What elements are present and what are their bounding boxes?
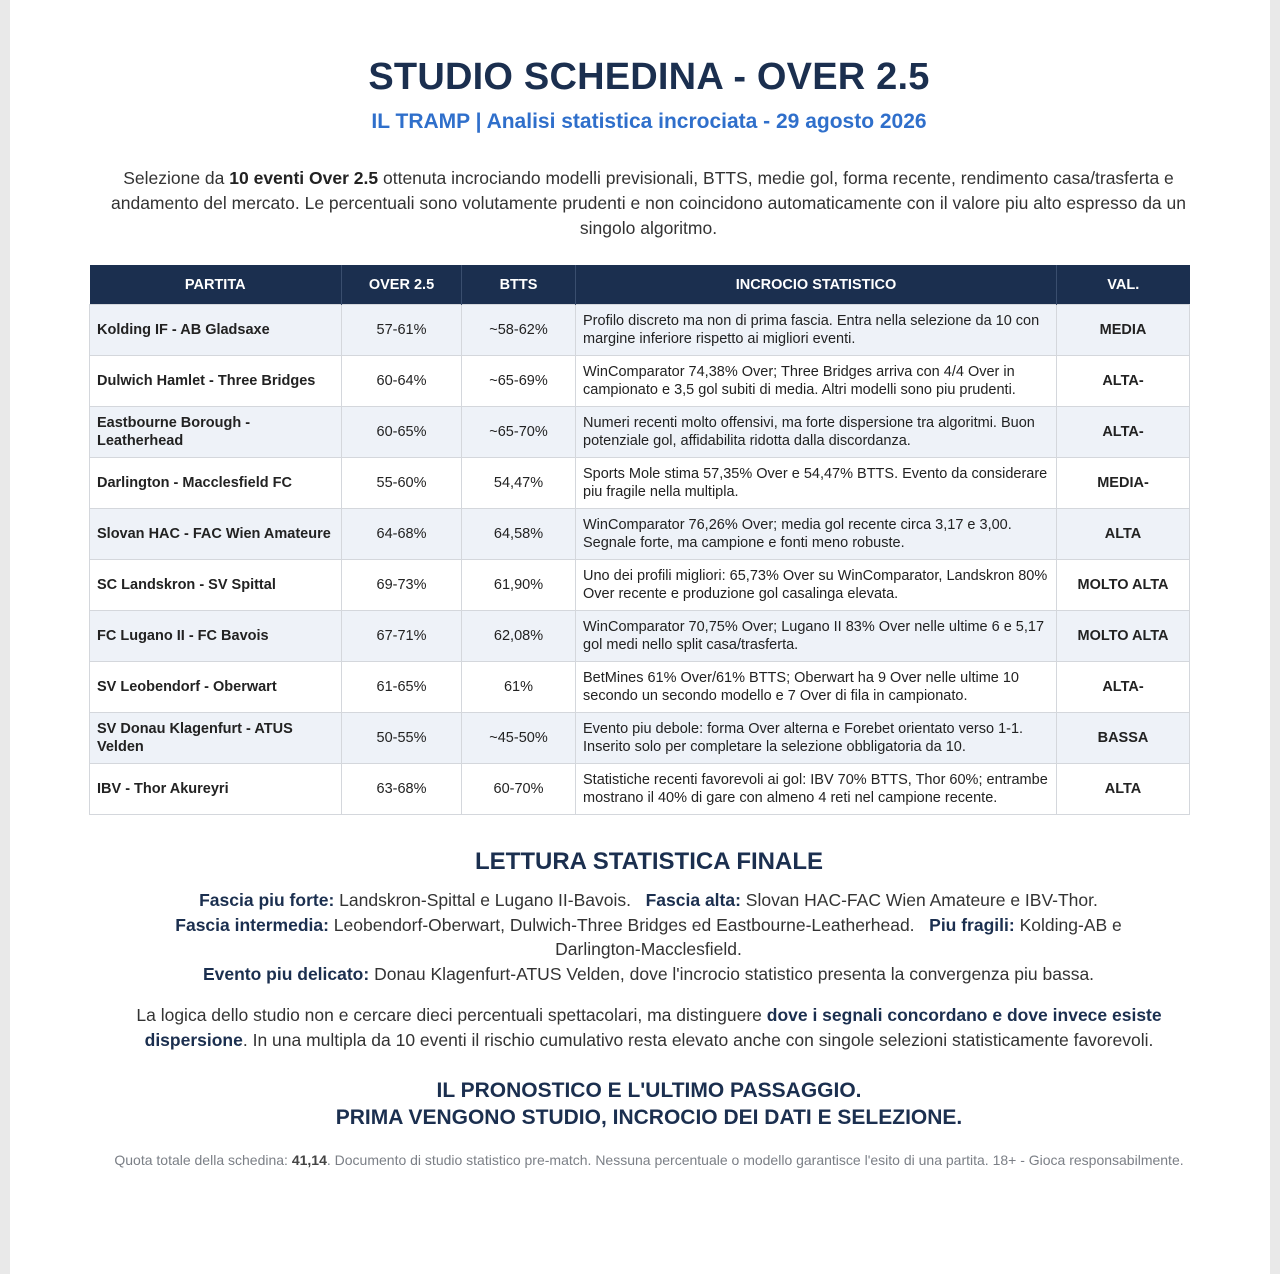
cell-val: MOLTO ALTA	[1057, 560, 1190, 611]
cell-btts: 62,08%	[462, 611, 576, 662]
cell-desc: Statistiche recenti favorevoli ai gol: IBV 70% BTTS, Thor 60%; entrambe mostrano il 40% di gare con almeno 4 reti nel campione recente.	[576, 764, 1057, 815]
matches-table	[89, 265, 1190, 815]
cell-match: IBV - Thor Akureyri	[90, 764, 342, 815]
cell-desc: Evento piu debole: forma Over alterna e Forebet orientato verso 1-1. Inserito solo per completare la selezione obbligatoria da 10.	[576, 713, 1057, 764]
cell-val: MEDIA	[1057, 305, 1190, 356]
cell-match: Darlington - Macclesfield FC	[90, 458, 342, 509]
header-partita: PARTITA	[90, 265, 342, 305]
logic-bold: dove i segnali concordano e dove invece esiste dispersione	[144, 1005, 1162, 1050]
cell-val: ALTA	[1057, 764, 1190, 815]
cell-btts: ~65-70%	[462, 407, 576, 458]
closing-line-2: PRIMA VENGONO STUDIO, INCROCIO DEI DATI E SELEZIONE.	[335, 1106, 963, 1129]
table-header-row	[90, 265, 1190, 305]
footer-text-1: Quota totale della schedina:	[114, 1152, 292, 1168]
cell-over: 69-73%	[342, 560, 462, 611]
cell-btts: 64,58%	[462, 509, 576, 560]
header-over: OVER 2.5	[342, 265, 462, 305]
table-row	[90, 407, 1190, 458]
table-row	[90, 560, 1190, 611]
summary-value-fragile: Kolding-AB e Darlington-Macclesfield.	[555, 914, 1122, 959]
cell-desc: WinComparator 74,38% Over; Three Bridges arriva con 4/4 Over in campionato e 3,5 gol subiti di media. Altri modelli sono piu prudenti.	[576, 356, 1057, 407]
cell-over: 60-65%	[342, 407, 462, 458]
cell-match: Slovan HAC - FAC Wien Amateure	[90, 509, 342, 560]
cell-desc: Uno dei profili migliori: 65,73% Over su WinComparator, Landskron 80% Over recente e produzione gol casalinga elevata.	[576, 560, 1057, 611]
cell-val: MEDIA-	[1057, 458, 1190, 509]
cell-desc: Profilo discreto ma non di prima fascia. Entra nella selezione da 10 con margine inferiore rispetto ai migliori eventi.	[576, 305, 1057, 356]
table-row	[90, 662, 1190, 713]
intro-bold: 10 eventi Over 2.5	[229, 168, 379, 188]
summary-value-high: Slovan HAC-FAC Wien Amateure e IBV-Thor.	[740, 890, 1098, 910]
cell-desc: BetMines 61% Over/61% BTTS; Oberwart ha 9 Over nelle ultime 10 secondo un secondo modello e 7 Over di fila in campionato.	[576, 662, 1057, 713]
cell-val: ALTA	[1057, 509, 1190, 560]
cell-over: 61-65%	[342, 662, 462, 713]
final-summary	[140, 888, 1157, 986]
cell-match: SV Leobendorf - Oberwart	[90, 662, 342, 713]
cell-val: ALTA-	[1057, 407, 1190, 458]
logic-paragraph	[100, 1003, 1198, 1053]
cell-over: 50-55%	[342, 713, 462, 764]
table-row	[90, 305, 1190, 356]
cell-over: 64-68%	[342, 509, 462, 560]
final-heading: LETTURA STATISTICA FINALE	[475, 848, 823, 875]
document-page	[10, 0, 1270, 1274]
footer-disclaimer	[110, 1151, 1188, 1170]
header-btts: BTTS	[462, 265, 576, 305]
cell-over: 57-61%	[342, 305, 462, 356]
closing-statement	[10, 1077, 1280, 1131]
cell-btts: 60-70%	[462, 764, 576, 815]
logic-text-1: La logica dello studio non e cercare dieci percentuali spettacolari, ma distinguere	[136, 1005, 767, 1025]
intro-paragraph	[90, 166, 1207, 241]
summary-key-strongest: Fascia piu forte:	[199, 890, 335, 910]
cell-over: 63-68%	[342, 764, 462, 815]
cell-btts: ~58-62%	[462, 305, 576, 356]
cell-desc: Sports Mole stima 57,35% Over e 54,47% BTTS. Evento da considerare piu fragile nella multipla.	[576, 458, 1057, 509]
summary-value-delicate: Donau Klagenfurt-ATUS Velden, dove l'incrocio statistico presenta la convergenza piu bassa.	[369, 963, 1095, 984]
cell-btts: 54,47%	[462, 458, 576, 509]
footer-odds: 41,14	[291, 1152, 327, 1168]
table-row	[90, 458, 1190, 509]
cell-desc: WinComparator 70,75% Over; Lugano II 83% Over nelle ultime 6 e 5,17 gol medi nello split casa/trasferta.	[576, 611, 1057, 662]
summary-key-high: Fascia alta:	[645, 890, 741, 910]
intro-text-2: ottenuta incrociando modelli previsionali, BTTS, medie gol, forma recente, rendimento casa/trasferta e andamento del mercato. Le percentuali sono volutamente prudenti e non coincidono automaticamente con il valore piu alto espresso da un singolo algoritmo.	[111, 168, 1186, 238]
summary-key-intermediate: Fascia intermedia:	[175, 914, 329, 935]
cell-match: SV Donau Klagenfurt - ATUS Velden	[90, 713, 342, 764]
summary-key-fragile: Piu fragili:	[929, 914, 1015, 935]
cell-desc: Numeri recenti molto offensivi, ma forte dispersione tra algoritmi. Buon potenziale gol, affidabilita ridotta dalla discordanza.	[576, 407, 1057, 458]
closing-line-1: IL PRONOSTICO E L'ULTIMO PASSAGGIO.	[436, 1079, 862, 1102]
table-row	[90, 611, 1190, 662]
footer-text-2: . Documento di studio statistico pre-match. Nessuna percentuale o modello garantisce l'esito di una partita. 18+ - Gioca responsabilmente.	[326, 1152, 1184, 1168]
cell-match: Kolding IF - AB Gladsaxe	[90, 305, 342, 356]
cell-val: ALTA-	[1057, 356, 1190, 407]
cell-match: FC Lugano II - FC Bavois	[90, 611, 342, 662]
table-row	[90, 509, 1190, 560]
summary-value-strongest: Landskron-Spittal e Lugano II-Bavois.	[334, 890, 631, 910]
header-incrocio: INCROCIO STATISTICO	[576, 265, 1057, 305]
cell-btts: 61,90%	[462, 560, 576, 611]
cell-btts: 61%	[462, 662, 576, 713]
cell-val: MOLTO ALTA	[1057, 611, 1190, 662]
cell-val: BASSA	[1057, 713, 1190, 764]
table-row	[90, 764, 1190, 815]
table-row	[90, 356, 1190, 407]
cell-btts: ~65-69%	[462, 356, 576, 407]
table-row	[90, 713, 1190, 764]
cell-match: Dulwich Hamlet - Three Bridges	[90, 356, 342, 407]
summary-value-intermediate: Leobendorf-Oberwart, Dulwich-Three Bridges ed Eastbourne-Leatherhead.	[328, 914, 915, 935]
cell-match: Eastbourne Borough - Leatherhead	[90, 407, 342, 458]
cell-over: 67-71%	[342, 611, 462, 662]
header-val: VAL.	[1057, 265, 1190, 305]
cell-val: ALTA-	[1057, 662, 1190, 713]
logic-text-2: . In una multipla da 10 eventi il rischio cumulativo resta elevato anche con singole selezioni statisticamente favorevoli.	[242, 1030, 1154, 1050]
page-subtitle: IL TRAMP | Analisi statistica incrociata - 29 agosto 2026	[371, 110, 927, 133]
page-title: STUDIO SCHEDINA - OVER 2.5	[368, 56, 930, 98]
cell-match: SC Landskron - SV Spittal	[90, 560, 342, 611]
cell-over: 55-60%	[342, 458, 462, 509]
cell-btts: ~45-50%	[462, 713, 576, 764]
summary-key-delicate: Evento piu delicato:	[202, 963, 370, 984]
cell-over: 60-64%	[342, 356, 462, 407]
intro-text-1: Selezione da	[123, 168, 230, 188]
cell-desc: WinComparator 76,26% Over; media gol recente circa 3,17 e 3,00. Segnale forte, ma campione e fonti meno robuste.	[576, 509, 1057, 560]
